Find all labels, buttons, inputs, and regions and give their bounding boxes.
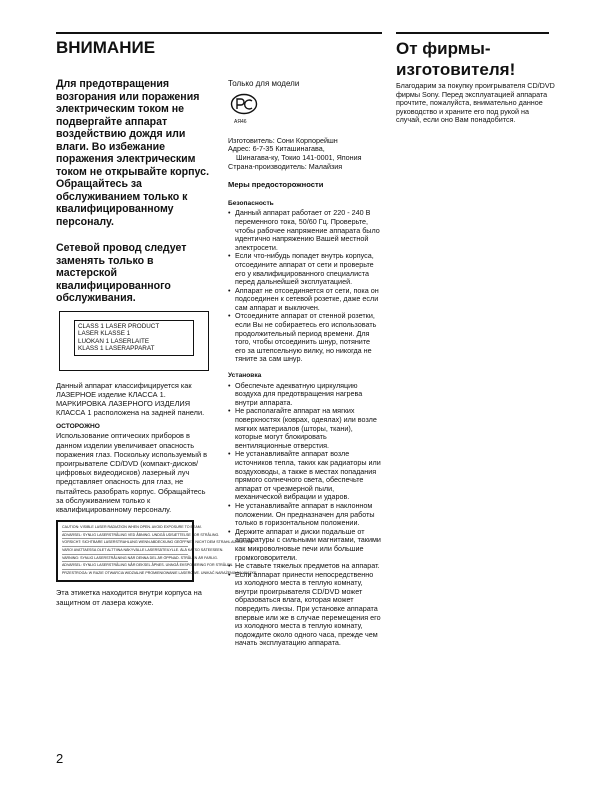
list-item: • Не располагайте аппарат на мягких поверхностях (коврах, одеялах) или возле мягких материалов (шторы, ткани), которые могут блокировать вентиляционные отверстия. [228,407,382,450]
thanks-text: Благодарим за покупку проигрывателя CD/DVD фирмы Sony. Перед эксплуатацией аппарата прочтите, пожалуйста, внимательно данное руководство и храните его под рукой на случай, если оно Вам понадобится. [396,81,555,125]
list-item: • Если что-нибудь попадет внутрь корпуса, отсоедините аппарат от сети и проверьте его у квалифицированного специалиста перед дальнейшей эксплуатацией. [228,252,382,286]
list-item: • Не устанавливайте аппарат в наклонном положении. Он предназначен для работы только в горизонтальном положении. [228,502,382,528]
list-item: • Отсоедините аппарат от стенной розетки, если Вы не собираетесь его использовать продолжительный период времени. Для того, чтобы отсоединить шнур, потяните его за штепсельную вилку, но никогда не тяните за сам шнур. [228,312,382,364]
label-line: PRZESTROGA: W RAZIE OTWARCIA WIDZIALNE PROMIENIOWANIE LASEROWE. UNIKAĆ NARAŻENIA NA WIĄZKĘ. [62,570,258,575]
laser-class-text: Данный аппарат классифицируется как ЛАЗЕРНОЕ изделие КЛАССА 1. МАРКИРОВКА ЛАЗЕРНОГО ИЗДЕЛИЯ КЛАССА 1 расположена на задней панели. [56,380,205,418]
label-line: VORSICHT: SICHTBARE LASERSTRAHLUNG WENN ABDECKUNG GEÖFFNET. NICHT DEM STRAHL AUSSETZEN. [62,540,188,547]
installation-list [228,382,382,648]
safety-heading: Безопасность [228,199,274,207]
list-item: • Обеспечьте адекватную циркуляцию воздуха для предотвращения нагрева внутри аппарата. [228,382,382,408]
caution-heading: ОСТОРОЖНО [56,423,100,431]
label-line: CAUTION: VISIBLE LASER RADIATION WHEN OPEN. AVOID EXPOSURE TO BEAM. [62,525,188,532]
manufacturer-line: Изготовитель: Сони Корпорейшн [228,135,338,145]
power-cord-warning: Сетевой провод следует заменять только в мастерской квалифицированного обслуживания. [56,242,187,304]
label-line: VARO! AVATTAESSA OLET ALTTIINA NÄKYVÄLLE LASERSÄTEILYLLE. ÄLÄ KATSO SÄTEESEEN. [62,548,188,555]
laser-label-line: KLASS 1 LASERAPPARAT [78,345,155,353]
top-rule-side [396,32,549,34]
top-rule-main [56,32,382,34]
label-line: ADVARSEL: SYNLIG LASERSTRÅLING NÅR DEKSEL ÅPNES. UNNGÅ EKSPONERING FOR STRÅLEN. [62,563,188,570]
list-item: • Аппарат не отсоединяется от сети, пока он подсоединен к сетевой розетке, даже если сам аппарат и выключен. [228,287,382,313]
list-item: • Если аппарат принести непосредственно из холодного места в теплую комнату, внутри проигрывателя CD/DVD может образоваться влага, которая может повредить линзы. При установке аппарата впервые или же в случае перемещения его из холодного места в теплую комнату, подождите около одного часа, прежде чем начать эксплуатацию аппарата. [228,571,382,648]
label-location-text: Эта этикетка находится внутри корпуса на защитном от лазера кожухе. [56,588,202,607]
laser-label-line: LUOKAN 1 LASERLAITE [78,337,150,345]
list-item: • Держите аппарат и диски подальше от аппаратуры с сильными магнитами, такими как микроволновые печи или большие громкоговорители. [228,528,382,562]
certification-mark-icon [230,93,258,115]
manufacturer-info [228,137,382,171]
page-title: ВНИМАНИЕ [56,38,156,57]
middle-column [228,80,382,656]
list-item: • Не ставьте тяжелых предметов на аппарат. [228,562,382,571]
safety-list [228,209,382,364]
manufacturer-line: Страна-производитель: Малайзия [228,161,343,171]
caution-text: Использование оптических приборов в данном изделии увеличивает опасность поражения глаз. Поскольку используемый в проигрывателе CD/DVD (компакт-дисков/цифровых видеодисков) лазерный луч представляет опасность для глаз, не пытайтесь разобрать корпус. Обращайтесь за обслуживанием только к квалифицированному персоналу. [56,431,208,514]
model-note: Только для модели [228,79,300,88]
certification-code: АЯ46 [234,119,247,126]
laser-label-line: CLASS 1 LASER PRODUCT [78,322,160,330]
list-item: • Не устанавливайте аппарат возле источников тепла, таких как радиаторы или воздуховоды, а также в местах попадания прямого солнечного света, обеспечьте аппарат от чрезмерной пыли, механической вибрации и ударов. [228,450,382,502]
list-item: • Данный аппарат работает от 220 - 240 В переменного тока, 50/60 Гц. Проверьте, чтобы рабочее напряжение аппарата было идентично напряжению Вашей местной электросети. [228,209,382,252]
laser-warning-label [56,520,258,582]
label-line: VARNING: SYNLIG LASERSTRÅLNING NÄR DENNA DEL ÄR ÖPPNAD. STRÅLEN ÄR FARLIG. [62,556,188,563]
laser-class-label-frame [74,320,194,356]
label-line: ADVARSEL: SYNLIG LASERSTRÅLING VED ÅBNING. UNDGÅ UDSÆTTELSE FOR STRÅLING. [62,533,188,540]
manufacturer-line: Адрес: 6-7-35 Киташинагава, [228,144,325,154]
precautions-title: Меры предосторожности [228,180,324,190]
installation-heading: Установка [228,372,262,380]
laser-label-line: LASER KLASSE 1 [78,330,131,338]
manufacturer-line: Шинагава-ку, Токио 141-0001, Япония [236,152,362,162]
moisture-warning: Для предотвращения возгорания или поражения электрическим током не подвергайте аппарат воздействию дождя или влаги. Во избежание поражения электрическим током не открывайте корпус. Обращайтесь за обслуживанием только к квалифицированному персоналу. [56,78,210,228]
side-title: От фирмы-изготовителя! [396,39,516,79]
laser-class-label [59,311,209,371]
right-column [396,82,556,125]
page-number: 2 [56,751,64,766]
